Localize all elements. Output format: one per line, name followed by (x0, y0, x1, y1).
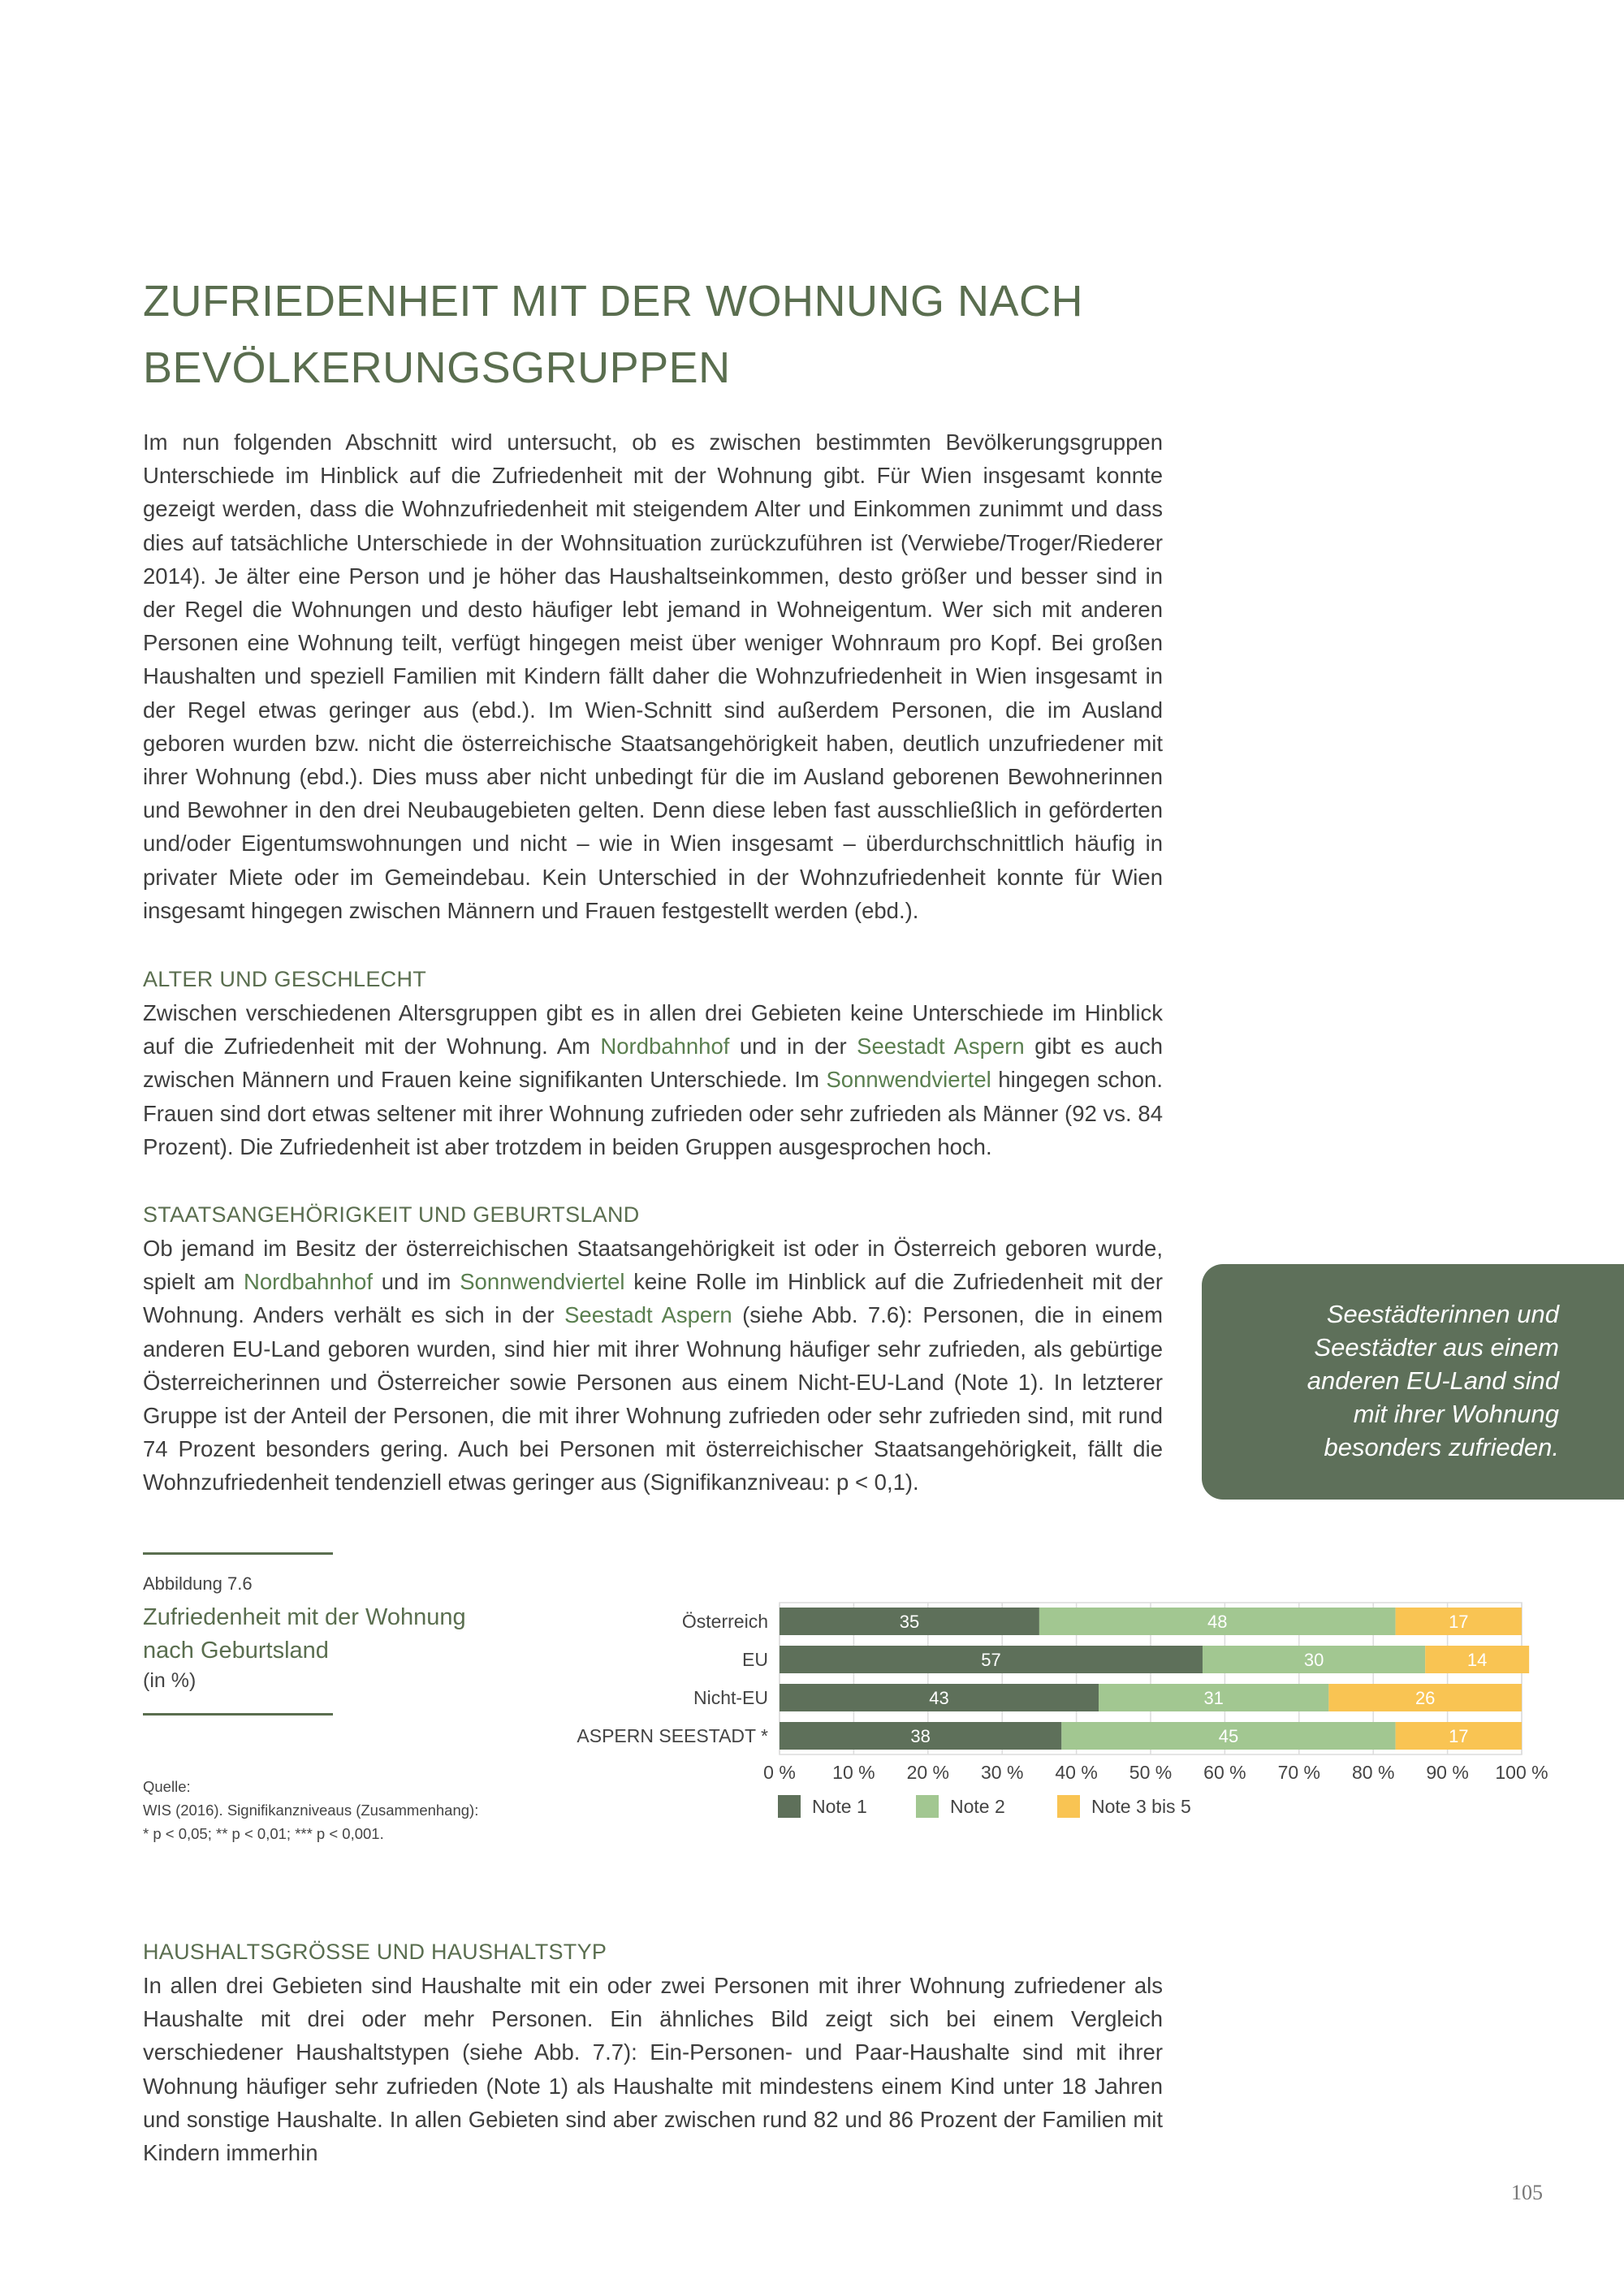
source-significance: * p < 0,05; ** p < 0,01; *** p < 0,001. (143, 1825, 384, 1842)
page-number: 105 (1511, 2181, 1543, 2204)
paragraph-staat: Ob jemand im Besitz der österreichischen Staatsangehörigkeit ist oder in Österreich geboren wurde, spielt am Nordbahnhof und im Sonnwendviertel keine Rolle im Hinblick auf die Zufriedenheit mit der Wohnung. Anders verhält es sich in der Seestadt Aspern (siehe Abb. 7.6): Personen, die in einem anderen EU-Land geboren wurden, sind hier mit ihrer Wohnung häufiger sehr zufrieden, als gebürtige Österreicherinnen und Österreicher sowie Personen aus einem Nicht-EU-Land (Note 1). In letzterer Gruppe ist der Anteil der Personen, die mit ihrer Wohnung zufrieden oder sehr zufrieden sind, mit rund 74 Prozent besonders gering. Auch bei Personen mit österreichischer Staatsangehörigkeit, fällt die Wohnzufriedenheit tendenziell etwas geringer aus (Signifikanzniveau: p < 0,1). (143, 1236, 1163, 1495)
chart-x-ticks (763, 1762, 1548, 1783)
category-label: ASPERN SEESTADT * (577, 1725, 768, 1746)
figure-rule-bottom (143, 1713, 333, 1716)
data-label: 17 (1449, 1612, 1469, 1632)
data-label: 17 (1449, 1726, 1469, 1746)
figure-title: Zufriedenheit mit der Wohnung nach Geburtsland (143, 1604, 466, 1664)
chart-category-labels (577, 1611, 768, 1746)
legend-swatch (1057, 1795, 1080, 1818)
x-tick-label: 0 % (763, 1762, 796, 1783)
callout-text: Seestädterinnen und Seestädter aus einem anderen EU-Land sind mit ihrer Wohnung besonders zufrieden. (1307, 1300, 1559, 1461)
place-seestadt: Seestadt Aspern (857, 1034, 1025, 1060)
x-tick-label: 10 % (832, 1762, 875, 1783)
x-tick-label: 50 % (1129, 1762, 1173, 1783)
paragraph-haushalt: In allen drei Gebieten sind Haushalte mit ein oder zwei Personen mit ihrer Wohnung zufriedener als Haushalte mit drei oder mehr Personen. Ein ähnliches Bild zeigt sich bei einem Vergleich verschiedener Haushaltstypen (siehe Abb. 7.7): Ein-Personen- und Paar-Haushalte sind mit ihrer Wohnung häufiger sehr zufrieden (Note 1) als Haushalte mit mindestens einem Kind unter 18 Jahren und sonstige Haushalte. In allen Gebieten sind aber zwischen rund 82 und 86 Prozent der Familien mit Kindern immerhin (143, 1973, 1163, 2166)
place-nordbahnhof: Nordbahnhof (243, 1269, 373, 1295)
source-label: Quelle: (143, 1778, 191, 1795)
page-title-line-1: ZUFRIEDENHEIT MIT DER WOHNUNG NACH (143, 277, 1084, 326)
data-label: 38 (910, 1726, 931, 1746)
place-sonnwendviertel: Sonnwendviertel (826, 1067, 991, 1093)
legend-label: Note 2 (950, 1796, 1005, 1817)
page-title (143, 268, 1199, 401)
data-label: 30 (1303, 1650, 1324, 1670)
x-tick-label: 30 % (980, 1762, 1024, 1783)
data-label: 26 (1415, 1688, 1436, 1708)
source-text: WIS (2016). Signifikanzniveaus (Zusammenhang): (143, 1802, 479, 1819)
section-heading-alter: ALTER UND GESCHLECHT (143, 967, 427, 991)
category-label: Nicht-EU (693, 1687, 768, 1708)
stacked-bar-chart (568, 1583, 1551, 1851)
chart-bars (780, 1608, 1529, 1750)
section-heading-haushalt: HAUSHALTSGRÖSSE UND HAUSHALTSTYP (143, 1940, 607, 1964)
figure-unit: (in %) (143, 1669, 197, 1692)
section-heading-staat: STAATSANGEHÖRIGKEIT UND GEBURTSLAND (143, 1202, 640, 1227)
category-label: EU (742, 1649, 768, 1670)
x-tick-label: 40 % (1055, 1762, 1098, 1783)
intro-paragraph: Im nun folgenden Abschnitt wird untersucht, ob es zwischen bestimmten Bevölkerungsgruppen Unterschiede im Hinblick auf die Zufriedenheit mit der Wohnung gibt. Für Wien insgesamt konnte gezeigt werden, dass die Wohnzufriedenheit mit steigendem Alter und Einkommen zunimmt und dass dies auf tatsächliche Unterschiede in der Wohnsituation zurückzuführen ist (Verwiebe/Troger/Riederer 2014). Je älter eine Person und je höher das Haushaltseinkommen, desto größer und besser sind in der Regel die Wohnungen und desto häufiger lebt jemand in Wohneigentum. Wer sich mit anderen Personen eine Wohnung teilt, verfügt hingegen meist über weniger Wohnraum pro Kopf. Bei großen Haushalten und speziell Familien mit Kindern fällt daher die Wohnzufriedenheit in Wien insgesamt in der Regel etwas geringer aus (ebd.). Im Wien-Schnitt sind außerdem Personen, die im Ausland geboren wurden bzw. nicht die österreichische Staatsangehörigkeit haben, deutlich unzufriedener mit ihrer Wohnung (ebd.). Dies muss aber nicht unbedingt für die im Ausland geborenen Bewohnerinnen und Bewohner in den drei Neubaugebieten gelten. Denn diese leben fast ausschließlich in geförderten und/oder Eigentumswohnungen und nicht – wie in Wien insgesamt – überdurchschnittlich häufig in privater Miete oder im Gemeindebau. Kein Unterschied in der Wohnzufriedenheit konnte für Wien insgesamt hingegen zwischen Männern und Frauen festgestellt werden (ebd.). (143, 429, 1163, 923)
legend-swatch (916, 1795, 939, 1818)
legend-swatch (778, 1795, 801, 1818)
page-title-line-2: BEVÖLKERUNGSGRUPPEN (143, 343, 731, 392)
x-tick-label: 90 % (1426, 1762, 1469, 1783)
x-tick-label: 20 % (906, 1762, 950, 1783)
data-label: 31 (1203, 1688, 1224, 1708)
legend-label: Note 1 (812, 1796, 867, 1817)
place-nordbahnhof: Nordbahnhof (600, 1034, 730, 1060)
data-label: 57 (981, 1650, 1001, 1670)
data-label: 43 (929, 1688, 949, 1708)
chart-legend (778, 1795, 1191, 1818)
x-tick-label: 60 % (1203, 1762, 1246, 1783)
data-label: 48 (1207, 1612, 1228, 1632)
figure-source (143, 1775, 533, 1845)
figure-rule-top (143, 1552, 333, 1555)
figure-label: Abbildung 7.6 (143, 1573, 253, 1594)
paragraph-alter: Zwischen verschiedenen Altersgruppen gibt es in allen drei Gebieten keine Unterschiede im Hinblick auf die Zufriedenheit mit der Wohnung. Am Nordbahnhof und in der Seestadt Aspern gibt es auch zwischen Männern und Frauen keine signifikanten Unterschiede. Im Sonnwendviertel hingegen schon. Frauen sind dort etwas seltener mit ihrer Wohnung zufrieden oder sehr zufrieden als Männer (92 vs. 84 Prozent). Die Zufriedenheit ist aber trotzdem in beiden Gruppen ausgesprochen hoch. (143, 1000, 1163, 1159)
place-seestadt: Seestadt Aspern (564, 1302, 732, 1328)
data-label: 45 (1218, 1726, 1239, 1746)
data-label: 14 (1466, 1650, 1488, 1670)
place-sonnwendviertel: Sonnwendviertel (460, 1269, 625, 1295)
x-tick-label: 70 % (1277, 1762, 1321, 1783)
legend-label: Note 3 bis 5 (1091, 1796, 1191, 1817)
data-label: 35 (899, 1612, 920, 1632)
category-label: Österreich (681, 1611, 768, 1632)
x-tick-label: 100 % (1495, 1762, 1548, 1783)
x-tick-label: 80 % (1351, 1762, 1395, 1783)
